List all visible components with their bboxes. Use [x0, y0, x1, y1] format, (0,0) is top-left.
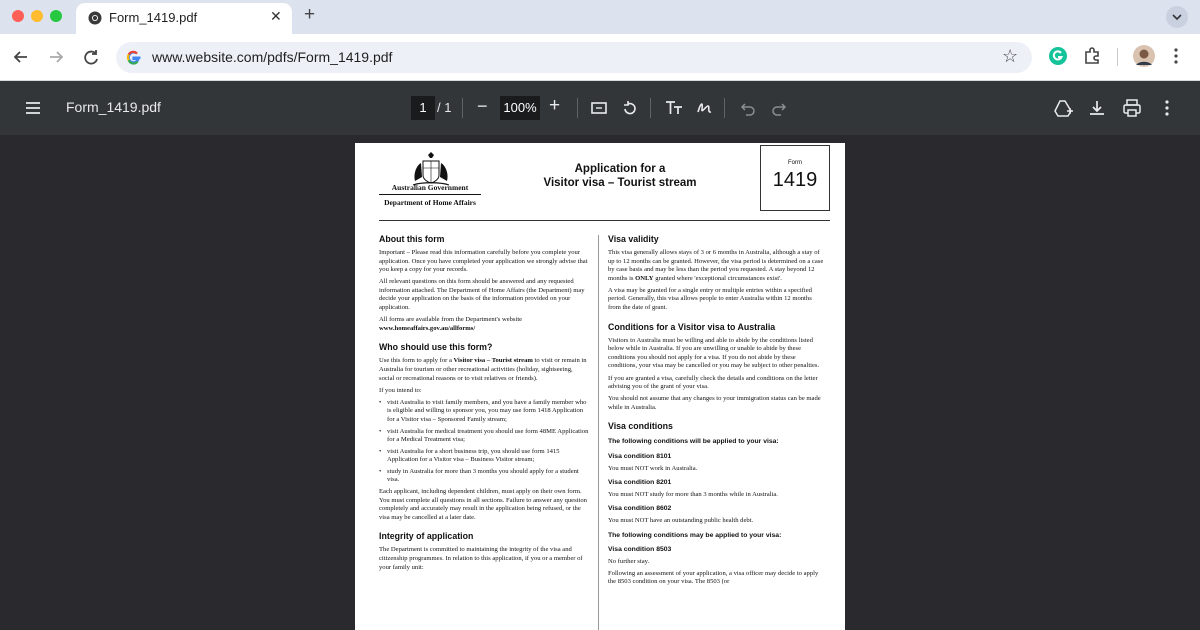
browser-toolbar	[0, 34, 1200, 81]
address-bar[interactable]	[116, 42, 1032, 73]
department-name: Department of Home Affairs	[384, 198, 476, 207]
visa-conditions-section	[608, 421, 824, 587]
extensions-icon[interactable]	[1080, 44, 1104, 68]
visa-stream-name: Visitor visa – Tourist stream	[453, 357, 533, 365]
who-heading: Who should use this form?	[379, 342, 493, 353]
who-paragraph: Each applicant, including dependent children, must apply on their own form. You must complete all questions in all sections. Failure to answer any question completely and accurately may result in the application being refused, or the visa may be cancelled at a later date.	[379, 488, 587, 521]
toolbar-divider	[1117, 48, 1118, 66]
conditions-paragraph: If you are granted a visa, carefully check the details and conditions on the letter advising you of the grant of your visa.	[608, 374, 818, 391]
chrome-icon	[88, 11, 102, 25]
about-paragraph: All relevant questions on this form should be answered and any requested information attached. The Department of Home Affairs (the Department) may decide your application on the basis of the information provided on your application.	[379, 278, 585, 312]
condition-heading: Visa condition 8503	[608, 546, 672, 554]
column-rule	[598, 235, 599, 630]
fit-page-icon[interactable]	[588, 97, 610, 119]
condition-text: You must NOT have an outstanding public health debt.	[608, 516, 754, 524]
only-emphasis: ONLY	[635, 274, 654, 282]
close-window-button[interactable]	[12, 10, 24, 22]
zoom-input[interactable]: 100%	[500, 96, 540, 120]
form-number: 1419	[772, 169, 818, 191]
conditions-paragraph: Visitors to Australia must be willing and able to abide by the conditions listed below while in Australia. If you are unwilling or unable to abide by these conditions you should not apply for a visa. If you do not abide by these conditions, your visa may be cancelled or you may be subject to other penalties.	[608, 336, 820, 370]
integrity-heading: Integrity of application	[379, 531, 474, 542]
list-item: • study in Australia for more than 3 months you should apply for a student visa.	[379, 468, 589, 485]
zoom-out-button[interactable]: −	[477, 96, 488, 116]
government-name: Australian Government	[391, 183, 469, 192]
pdf-page	[355, 143, 845, 630]
conditions-paragraph: You should not assume that any changes to your immigration status can be made while in Australia.	[608, 395, 821, 411]
condition-text: You must NOT study for more than 3 months while in Australia.	[608, 490, 778, 498]
who-text: Use this form to apply for a	[379, 357, 454, 365]
list-item: • visit Australia to visit family members, and you have a family member who is eligible and willing to sponsor you, you may use form 1418 Application for a Visitor visa – Sponsored Family stream;	[379, 399, 589, 425]
reload-icon[interactable]	[78, 44, 104, 70]
maximize-window-button[interactable]	[50, 10, 62, 22]
condition-text: No further stay.	[608, 557, 650, 565]
about-section	[379, 234, 589, 333]
who-paragraph	[379, 357, 589, 383]
may-apply-label: The following conditions may be applied to your visa:	[608, 531, 782, 539]
text-annotation-icon[interactable]	[663, 97, 685, 119]
about-heading: About this form	[379, 234, 445, 244]
drive-add-icon[interactable]	[1052, 97, 1074, 119]
about-paragraph: Important – Please read this information carefully before you complete your application. Once you have completed your application we strongly advise that you keep a copy for your records.	[379, 249, 588, 274]
page-number-input[interactable]: 1	[411, 96, 435, 120]
draw-icon[interactable]	[693, 97, 715, 119]
form-label: Form	[788, 160, 802, 166]
validity-paragraph: A visa may be granted for a single entry or multiple entries within a specified period. Generally, this visa allows people to enter Australia within 12 months from the date of grant.	[608, 286, 812, 312]
toolbar-separator	[724, 98, 725, 118]
who-text: to visit or remain in Australia for tourism or other recreational activities (holiday, sightseeing, social or recreational reasons or to visit relatives or friends).	[379, 357, 587, 382]
intend-label: If you intend to:	[379, 386, 422, 394]
list-item: • visit Australia for a short business trip, you should use form 1415 Application for a Visitor visa – Business Visitor stream;	[379, 448, 589, 465]
pdf-toolbar	[0, 81, 1200, 135]
forward-icon[interactable]	[43, 44, 69, 70]
print-icon[interactable]	[1121, 97, 1143, 119]
avatar[interactable]	[1132, 44, 1156, 68]
right-column	[608, 234, 824, 596]
intend-list	[379, 399, 589, 485]
visa-conditions-heading: Visa conditions	[608, 421, 673, 432]
pdf-viewport[interactable]	[0, 135, 1200, 630]
toolbar-separator	[650, 98, 651, 118]
tab-close-icon[interactable]: ✕	[270, 8, 282, 24]
forms-link[interactable]: www.homeaffairs.gov.au/allforms/	[379, 324, 476, 332]
condition-text: Following an assessment of your application, a visa officer may decide to apply the 8503 condition on your visa. The 8503 (or	[608, 569, 819, 586]
header-rule	[379, 220, 830, 221]
browser-tab[interactable]	[76, 3, 292, 34]
logo-rule	[379, 194, 481, 195]
zoom-in-button[interactable]: +	[549, 95, 561, 116]
chevron-down-icon	[1166, 6, 1188, 28]
conditions-for-heading: Conditions for a Visitor visa to Australia	[608, 321, 776, 332]
hamburger-menu-icon[interactable]	[22, 97, 44, 119]
validity-section	[608, 234, 824, 313]
form-number-box	[760, 145, 830, 211]
tab-title: Form_1419.pdf	[109, 10, 198, 25]
list-item: • visit Australia for medical treatment you should use form 48ME Application for a Medical Treatment visa;	[379, 428, 589, 445]
google-icon	[125, 49, 142, 66]
form-title	[525, 162, 715, 190]
menu-dots-icon[interactable]	[1164, 44, 1188, 68]
validity-text: This visa generally allows stays of 3 or 6 months in Australia, although a stay of up to 12 months can be granted. However, the visa period is determined on a case by case basis and may be less than the period you requested. A stay beyond 12 months is	[608, 249, 824, 282]
toolbar-separator	[577, 98, 578, 118]
grammarly-icon[interactable]	[1046, 44, 1070, 68]
form-title-line1: Application for a	[574, 163, 666, 175]
condition-heading: Visa condition 8602	[608, 505, 672, 513]
toolbar-separator	[462, 98, 463, 118]
condition-heading: Visa condition 8101	[608, 453, 672, 460]
integrity-section	[379, 531, 589, 572]
conditions-for-section	[608, 322, 824, 413]
who-section	[379, 342, 589, 522]
url-text: www.website.com/pdfs/Form_1419.pdf	[152, 49, 393, 65]
minimize-window-button[interactable]	[31, 10, 43, 22]
validity-heading: Visa validity	[608, 234, 659, 244]
form-title-line2: Visitor visa – Tourist stream	[543, 177, 697, 189]
tab-strip	[0, 0, 1200, 34]
about-paragraph: All forms are available from the Department's website	[379, 316, 523, 324]
validity-text: granted where 'exceptional circumstances exist'.	[653, 274, 782, 282]
redo-icon[interactable]	[768, 97, 790, 119]
integrity-paragraph: The Department is committed to maintaining the integrity of the visa and citizenship programmes. In relation to this application, if you or a member of your family unit:	[379, 546, 583, 571]
bookmark-star-icon[interactable]: ☆	[1002, 46, 1019, 66]
rotate-icon[interactable]	[619, 97, 641, 119]
will-apply-label: The following conditions will be applied to your visa:	[608, 438, 779, 446]
page-total: / 1	[437, 100, 452, 115]
condition-heading: Visa condition 8201	[608, 479, 672, 487]
undo-icon[interactable]	[737, 97, 759, 119]
tab-search-button[interactable]	[1166, 6, 1188, 28]
condition-text: You must NOT work in Australia.	[608, 464, 698, 472]
new-tab-button[interactable]: +	[304, 4, 316, 25]
download-icon[interactable]	[1086, 97, 1108, 119]
back-icon[interactable]	[8, 44, 34, 70]
left-column	[379, 234, 589, 581]
more-options-icon[interactable]	[1156, 97, 1178, 119]
validity-paragraph	[608, 249, 824, 283]
pdf-file-name: Form_1419.pdf	[66, 99, 161, 115]
